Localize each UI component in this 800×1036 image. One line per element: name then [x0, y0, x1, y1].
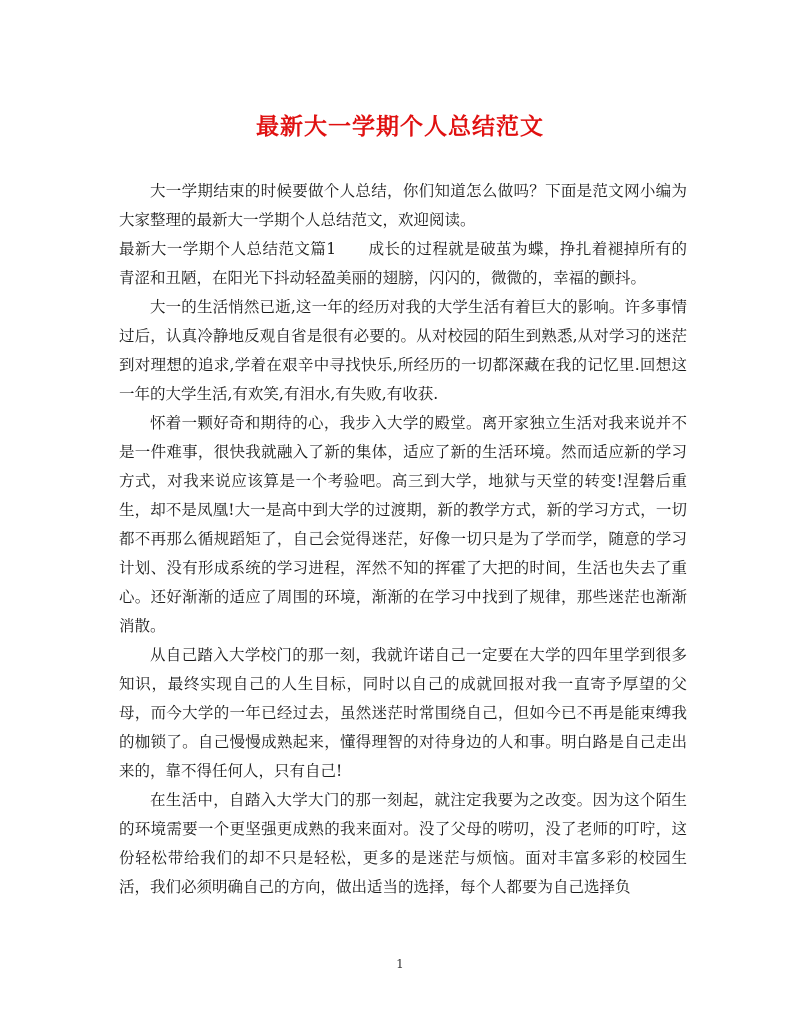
section-lead-text: 成长的过程就是破茧为蝶，挣扎着褪掉所有的青涩和丑陋，在阳光下抖动轻盈美丽的翅膀，闪闪的，微微的，幸福的颤抖。: [119, 240, 687, 287]
page-number: 1: [396, 957, 404, 971]
intro-paragraph: 大一学期结束的时候要做个人总结，你们知道怎么做吗？下面是范文网小编为大家整理的最新大一学期个人总结范文，欢迎阅读。: [119, 182, 687, 229]
section-first-paragraph: [119, 235, 687, 293]
document-title: 最新大一学期个人总结范文: [256, 113, 544, 140]
body-paragraph-3: 从自己踏入大学校门的那一刻，我就许诺自己一定要在大学的四年里学到很多知识，最终实现自己的人生目标，同时以自己的成就回报对我一直寄予厚望的父母，而今大学的一年已经过去，虽然迷茫时常围绕自己，但如今已不再是能束缚我的枷锁了。自己慢慢成熟起来，懂得理智的对待身边的人和事。明白路是自己走出来的，靠不得任何人，只有自己!: [119, 646, 687, 780]
section-heading: 最新大一学期个人总结范文篇1: [119, 240, 337, 258]
body-paragraph-1: 大一的生活悄然已逝,这一年的经历对我的大学生活有着巨大的影响。许多事情过后，认真冷静地反观自省是很有必要的。从对校园的陌生到熟悉,从对学习的迷茫到对理想的追求,学着在艰辛中寻找快乐,所经历的一切都深藏在我的记忆里.回想这一年的大学生活,有欢笑,有泪水,有失败,有收获.: [119, 298, 687, 403]
body-paragraph-4: 在生活中，自踏入大学大门的那一刻起，就注定我要为之改变。因为这个陌生的环境需要一个更坚强更成熟的我来面对。没了父母的唠叨，没了老师的叮咛，这份轻松带给我们的却不只是轻松，更多的是迷茫与烦恼。面对丰富多彩的校园生活，我们必须明确自己的方向，做出适当的选择，每个人都要为自己选择负: [119, 791, 687, 896]
document-body: [119, 177, 687, 902]
body-paragraph-2: 怀着一颗好奇和期待的心，我步入大学的殿堂。离开家独立生活对我来说并不是一件难事，很快我就融入了新的集体，适应了新的生活环境。然而适应新的学习方式，对我来说应该算是一个考验吧。高三到大学，地狱与天堂的转变!涅磐后重生，却不是凤凰!大一是高中到大学的过渡期，新的教学方式，新的学习方式，一切都不再那么循规蹈矩了，自己会觉得迷茫，好像一切只是为了学而学，随意的学习计划、没有形成系统的学习进程，浑然不知的挥霍了大把的时间，生活也失去了重心。还好渐渐的适应了周围的环境，渐渐的在学习中找到了规律，那些迷茫也渐渐消散。: [119, 414, 687, 635]
